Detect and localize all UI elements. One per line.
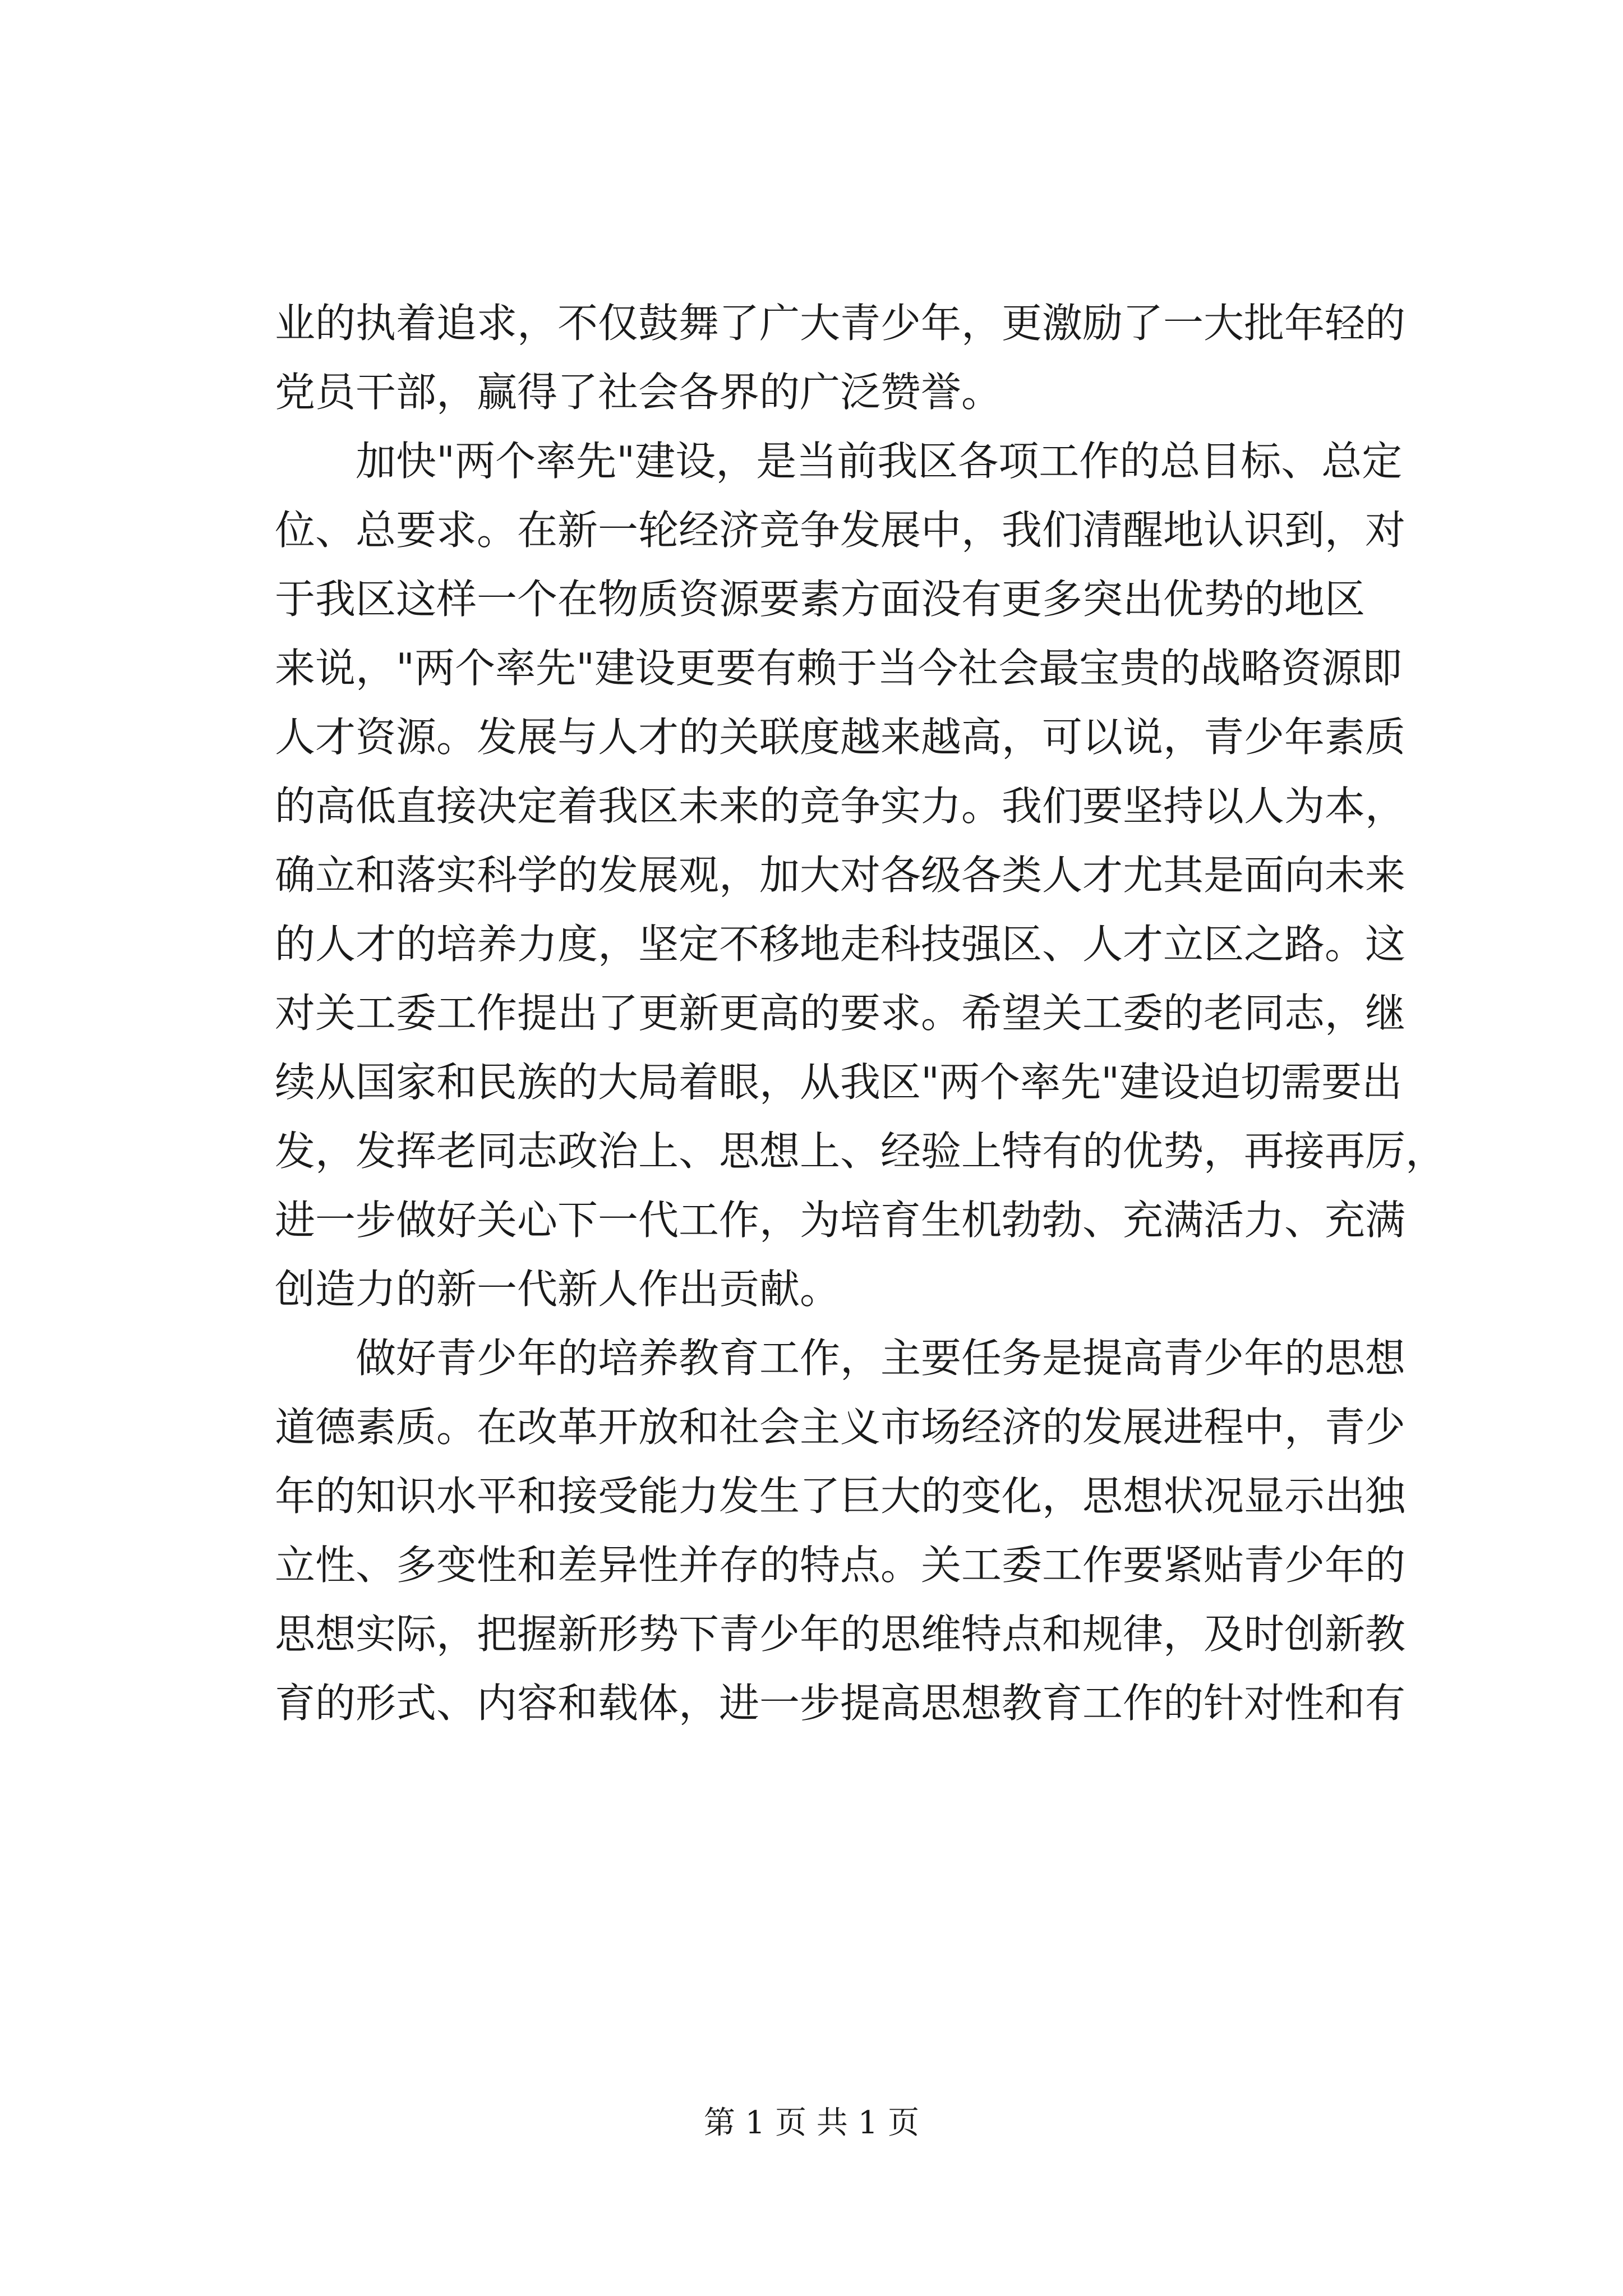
text-line: 发，发挥老同志政治上、思想上、经验上特有的优势，再接再厉，: [275, 1128, 1446, 1175]
text-line: 对关工委工作提出了更新更高的要求。希望关工委的老同志，继: [275, 990, 1406, 1037]
text-line: 业的执着追求，不仅鼓舞了广大青少年，更激励了一大批年轻的: [275, 300, 1406, 347]
text-line: 年的知识水平和接受能力发生了巨大的变化，思想状况显示出独: [275, 1473, 1406, 1520]
text-line: 进一步做好关心下一代工作，为培育生机勃勃、充满活力、充满: [275, 1197, 1406, 1244]
text-line: 做好青少年的培养教育工作，主要任务是提高青少年的思想: [275, 1335, 1406, 1382]
text-line: 位、总要求。在新一轮经济竞争发展中，我们清醒地认识到，对: [275, 507, 1406, 554]
text-line: 党员干部，赢得了社会各界的广泛赞誉。: [275, 369, 1002, 416]
document-body: [275, 289, 1446, 1738]
text-line: 思想实际，把握新形势下青少年的思维特点和规律，及时创新教: [275, 1611, 1406, 1658]
text-line: 创造力的新一代新人作出贡献。: [275, 1266, 841, 1313]
text-line: 育的形式、内容和载体，进一步提高思想教育工作的针对性和有: [275, 1680, 1406, 1727]
text-line: 加快"两个率先"建设，是当前我区各项工作的总目标、总定: [275, 438, 1403, 485]
text-line: 于我区这样一个在物质资源要素方面没有更多突出优势的地区: [275, 576, 1366, 623]
text-line: 确立和落实科学的发展观，加大对各级各类人才尤其是面向未来: [275, 852, 1406, 899]
text-line: 的高低直接决定着我区未来的竞争实力。我们要坚持以人为本，: [275, 783, 1406, 830]
text-line: 道德素质。在改革开放和社会主义市场经济的发展进程中，青少: [275, 1404, 1406, 1451]
text-line: 立性、多变性和差异性并存的特点。关工委工作要紧贴青少年的: [275, 1542, 1406, 1589]
text-line: 续从国家和民族的大局着眼，从我区"两个率先"建设迫切需要出: [275, 1059, 1403, 1106]
text-line: 来说，"两个率先"建设更要有赖于当今社会最宝贵的战略资源即: [275, 645, 1403, 692]
text-line: 人才资源。发展与人才的关联度越来越高，可以说，青少年素质: [275, 714, 1406, 761]
page-footer: 第 1 页 共 1 页: [703, 2105, 920, 2141]
text-line: 的人才的培养力度，坚定不移地走科技强区、人才立区之路。这: [275, 921, 1406, 968]
